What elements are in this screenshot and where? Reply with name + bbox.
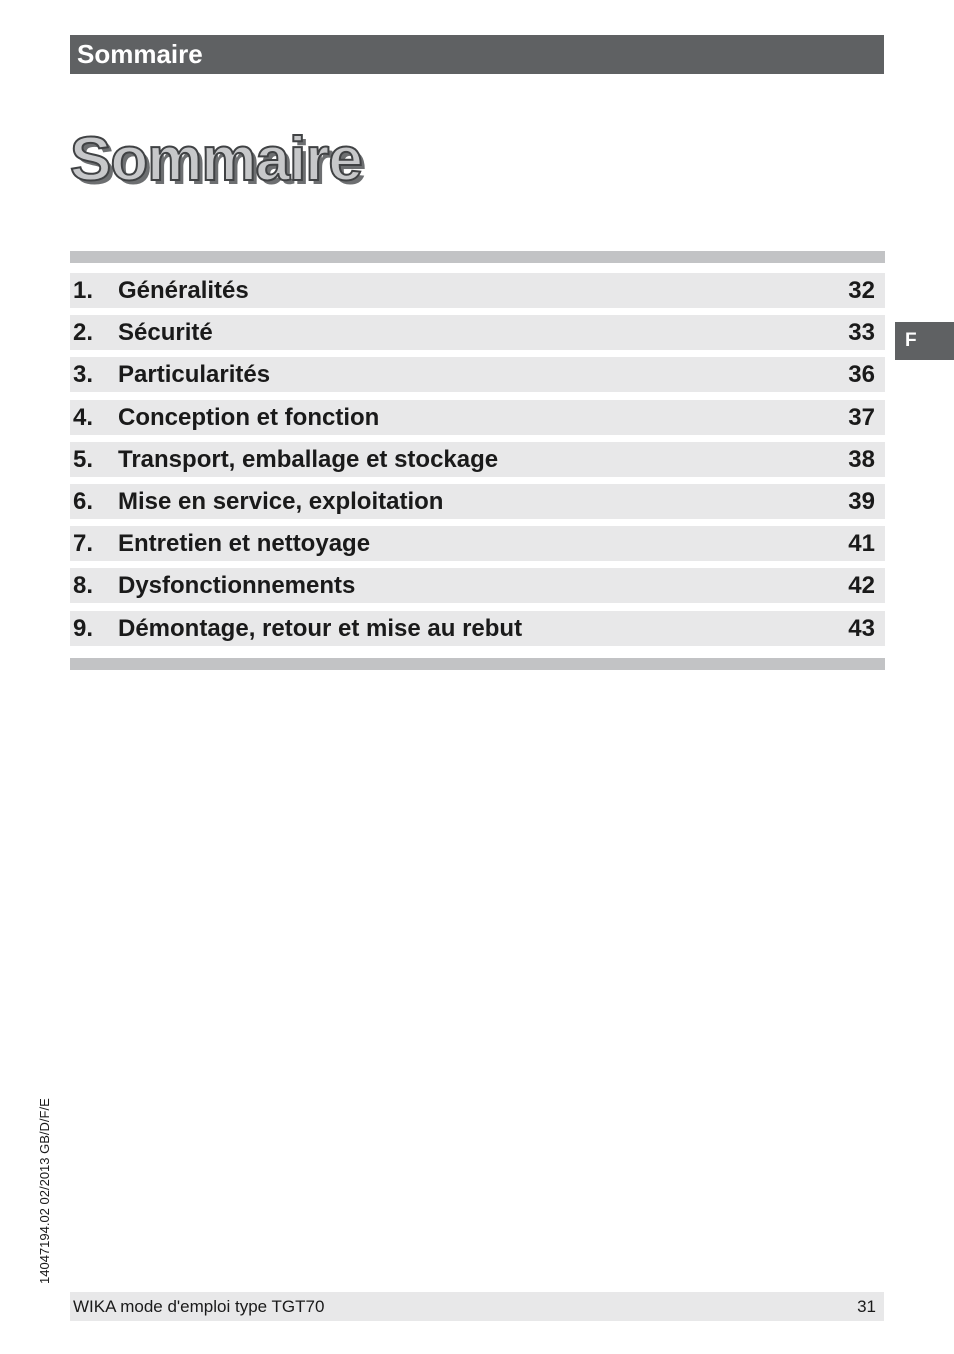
page-number: 31	[857, 1297, 876, 1316]
toc-label: Dysfonctionnements	[118, 572, 356, 600]
toc-top-rule	[70, 251, 885, 263]
toc-number: 8.	[73, 572, 94, 600]
table-of-contents	[70, 273, 885, 653]
toc-row[interactable]	[70, 526, 885, 561]
toc-row[interactable]	[70, 400, 885, 435]
toc-label: Transport, emballage et stockage	[118, 445, 499, 473]
toc-row[interactable]	[70, 273, 885, 308]
toc-label: Mise en service, exploitation	[118, 487, 444, 515]
toc-row[interactable]	[70, 442, 885, 477]
toc-label: Démontage, retour et mise au rebut	[118, 614, 523, 642]
toc-row[interactable]	[70, 484, 885, 519]
toc-page: 36	[848, 361, 875, 389]
toc-number: 6.	[73, 487, 94, 515]
toc-row[interactable]	[70, 315, 885, 350]
toc-label: Généralités	[118, 277, 249, 304]
footer-text: WIKA mode d'emploi type TGT70	[73, 1297, 325, 1316]
toc-number: 3.	[73, 361, 94, 389]
page-title: Sommaire	[70, 125, 362, 194]
toc-number: 5.	[73, 445, 94, 473]
language-tab: F	[895, 322, 954, 360]
section-header: Sommaire	[70, 35, 884, 74]
toc-page: 42	[848, 572, 875, 600]
toc-number: 2.	[73, 319, 94, 347]
toc-number: 9.	[73, 614, 94, 642]
toc-row[interactable]	[70, 568, 885, 603]
toc-label: Sécurité	[118, 319, 213, 347]
toc-label: Conception et fonction	[118, 403, 380, 431]
toc-bottom-rule	[70, 658, 885, 670]
toc-page: 32	[848, 277, 875, 304]
toc-page: 38	[848, 445, 875, 473]
toc-number: 4.	[73, 403, 94, 431]
toc-row[interactable]	[70, 611, 885, 646]
toc-page: 33	[848, 319, 875, 347]
footer	[70, 1292, 884, 1321]
toc-page: 37	[848, 403, 875, 431]
toc-label: Particularités	[118, 361, 271, 389]
toc-page: 39	[848, 487, 875, 515]
toc-page: 41	[848, 530, 875, 558]
toc-label: Entretien et nettoyage	[118, 530, 371, 558]
toc-number: 1.	[73, 277, 94, 304]
toc-row[interactable]	[70, 357, 885, 392]
toc-page: 43	[848, 614, 875, 642]
document-code: 14047194.02 02/2013 GB/D/F/E	[37, 1098, 52, 1284]
toc-number: 7.	[73, 530, 94, 558]
